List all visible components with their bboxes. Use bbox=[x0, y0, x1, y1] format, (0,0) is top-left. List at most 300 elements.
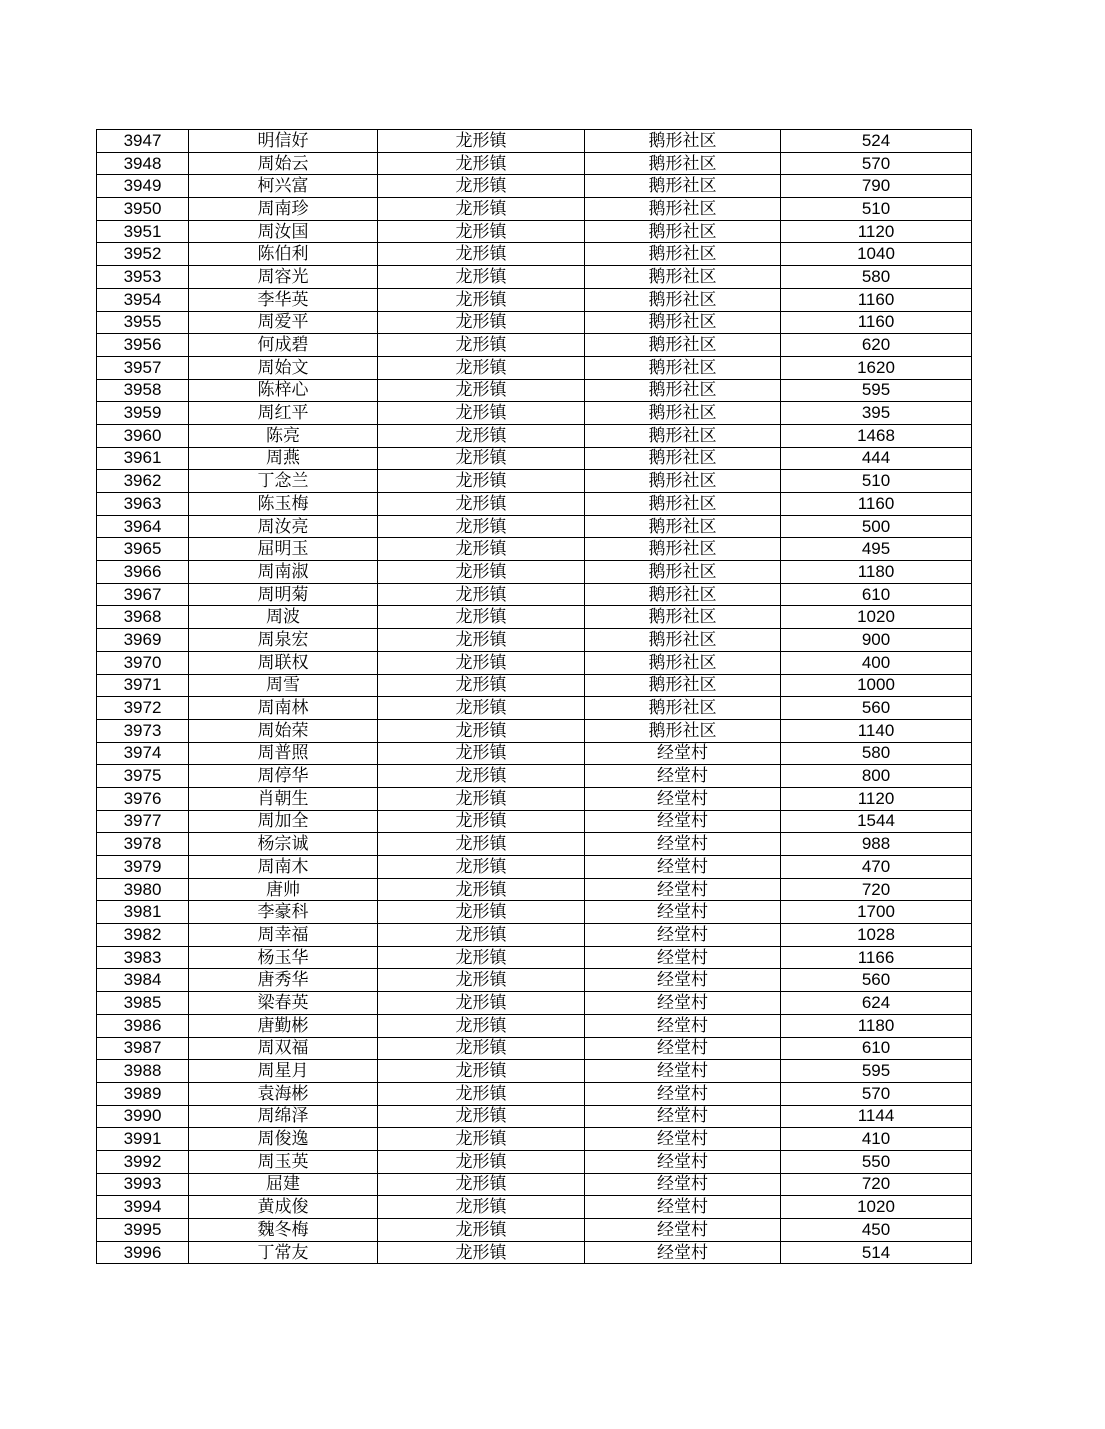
table-row bbox=[97, 674, 972, 697]
cell-index: 3968 bbox=[97, 606, 189, 629]
cell-village: 鹅形社区 bbox=[585, 288, 781, 311]
cell-town: 龙形镇 bbox=[378, 901, 585, 924]
table-body bbox=[97, 130, 972, 1264]
cell-index: 3980 bbox=[97, 878, 189, 901]
table-row bbox=[97, 742, 972, 765]
cell-name: 杨玉华 bbox=[189, 946, 378, 969]
cell-town: 龙形镇 bbox=[378, 220, 585, 243]
cell-amount: 550 bbox=[781, 1150, 972, 1173]
cell-town: 龙形镇 bbox=[378, 493, 585, 516]
cell-index: 3947 bbox=[97, 130, 189, 153]
cell-index: 3966 bbox=[97, 561, 189, 584]
table-row bbox=[97, 946, 972, 969]
cell-town: 龙形镇 bbox=[378, 606, 585, 629]
cell-amount: 1620 bbox=[781, 356, 972, 379]
cell-town: 龙形镇 bbox=[378, 924, 585, 947]
cell-village: 鹅形社区 bbox=[585, 198, 781, 221]
cell-name: 周停华 bbox=[189, 765, 378, 788]
cell-town: 龙形镇 bbox=[378, 152, 585, 175]
cell-amount: 900 bbox=[781, 629, 972, 652]
cell-village: 经堂村 bbox=[585, 1219, 781, 1242]
cell-amount: 720 bbox=[781, 878, 972, 901]
cell-village: 鹅形社区 bbox=[585, 583, 781, 606]
cell-village: 经堂村 bbox=[585, 1196, 781, 1219]
cell-town: 龙形镇 bbox=[378, 424, 585, 447]
cell-index: 3984 bbox=[97, 969, 189, 992]
cell-village: 鹅形社区 bbox=[585, 447, 781, 470]
cell-amount: 470 bbox=[781, 856, 972, 879]
cell-amount: 988 bbox=[781, 833, 972, 856]
cell-name: 唐帅 bbox=[189, 878, 378, 901]
table-row bbox=[97, 856, 972, 879]
cell-village: 鹅形社区 bbox=[585, 220, 781, 243]
cell-index: 3958 bbox=[97, 379, 189, 402]
cell-amount: 1180 bbox=[781, 1014, 972, 1037]
table-row bbox=[97, 379, 972, 402]
table-row bbox=[97, 1037, 972, 1060]
table-row bbox=[97, 334, 972, 357]
cell-village: 鹅形社区 bbox=[585, 424, 781, 447]
cell-town: 龙形镇 bbox=[378, 266, 585, 289]
cell-amount: 1040 bbox=[781, 243, 972, 266]
cell-town: 龙形镇 bbox=[378, 311, 585, 334]
cell-village: 经堂村 bbox=[585, 1150, 781, 1173]
cell-village: 鹅形社区 bbox=[585, 470, 781, 493]
table-row bbox=[97, 924, 972, 947]
cell-town: 龙形镇 bbox=[378, 538, 585, 561]
cell-village: 鹅形社区 bbox=[585, 379, 781, 402]
cell-amount: 1160 bbox=[781, 311, 972, 334]
cell-town: 龙形镇 bbox=[378, 379, 585, 402]
cell-name: 周南木 bbox=[189, 856, 378, 879]
cell-index: 3957 bbox=[97, 356, 189, 379]
cell-amount: 580 bbox=[781, 266, 972, 289]
cell-amount: 720 bbox=[781, 1173, 972, 1196]
cell-name: 明信好 bbox=[189, 130, 378, 153]
cell-index: 3987 bbox=[97, 1037, 189, 1060]
cell-amount: 580 bbox=[781, 742, 972, 765]
cell-town: 龙形镇 bbox=[378, 833, 585, 856]
table-row bbox=[97, 243, 972, 266]
cell-town: 龙形镇 bbox=[378, 1219, 585, 1242]
table-row bbox=[97, 833, 972, 856]
cell-index: 3964 bbox=[97, 515, 189, 538]
table-row bbox=[97, 583, 972, 606]
cell-index: 3959 bbox=[97, 402, 189, 425]
cell-name: 陈亮 bbox=[189, 424, 378, 447]
cell-index: 3960 bbox=[97, 424, 189, 447]
cell-index: 3988 bbox=[97, 1060, 189, 1083]
cell-amount: 1144 bbox=[781, 1105, 972, 1128]
cell-name: 周汝国 bbox=[189, 220, 378, 243]
cell-name: 周玉英 bbox=[189, 1150, 378, 1173]
table-row bbox=[97, 561, 972, 584]
cell-village: 经堂村 bbox=[585, 924, 781, 947]
cell-index: 3991 bbox=[97, 1128, 189, 1151]
cell-amount: 1028 bbox=[781, 924, 972, 947]
cell-amount: 610 bbox=[781, 1037, 972, 1060]
cell-name: 周普照 bbox=[189, 742, 378, 765]
table-row bbox=[97, 130, 972, 153]
cell-index: 3971 bbox=[97, 674, 189, 697]
cell-amount: 444 bbox=[781, 447, 972, 470]
cell-village: 经堂村 bbox=[585, 856, 781, 879]
cell-village: 经堂村 bbox=[585, 833, 781, 856]
cell-town: 龙形镇 bbox=[378, 130, 585, 153]
cell-village: 经堂村 bbox=[585, 992, 781, 1015]
table-row bbox=[97, 697, 972, 720]
cell-town: 龙形镇 bbox=[378, 1173, 585, 1196]
cell-village: 鹅形社区 bbox=[585, 175, 781, 198]
table-row bbox=[97, 651, 972, 674]
table-row bbox=[97, 266, 972, 289]
cell-amount: 800 bbox=[781, 765, 972, 788]
data-table bbox=[96, 129, 972, 1264]
cell-town: 龙形镇 bbox=[378, 992, 585, 1015]
cell-name: 周波 bbox=[189, 606, 378, 629]
cell-name: 周加全 bbox=[189, 810, 378, 833]
cell-index: 3955 bbox=[97, 311, 189, 334]
cell-amount: 610 bbox=[781, 583, 972, 606]
cell-amount: 524 bbox=[781, 130, 972, 153]
cell-town: 龙形镇 bbox=[378, 243, 585, 266]
cell-index: 3982 bbox=[97, 924, 189, 947]
cell-amount: 1000 bbox=[781, 674, 972, 697]
table-row bbox=[97, 515, 972, 538]
table-row bbox=[97, 1173, 972, 1196]
cell-index: 3990 bbox=[97, 1105, 189, 1128]
cell-name: 周爱平 bbox=[189, 311, 378, 334]
table-row bbox=[97, 719, 972, 742]
cell-village: 鹅形社区 bbox=[585, 152, 781, 175]
cell-name: 周汝亮 bbox=[189, 515, 378, 538]
cell-name: 屈建 bbox=[189, 1173, 378, 1196]
cell-name: 李华英 bbox=[189, 288, 378, 311]
cell-amount: 1120 bbox=[781, 220, 972, 243]
cell-name: 丁念兰 bbox=[189, 470, 378, 493]
cell-town: 龙形镇 bbox=[378, 878, 585, 901]
table-row bbox=[97, 288, 972, 311]
cell-town: 龙形镇 bbox=[378, 1082, 585, 1105]
cell-amount: 495 bbox=[781, 538, 972, 561]
table-row bbox=[97, 311, 972, 334]
cell-town: 龙形镇 bbox=[378, 719, 585, 742]
cell-name: 何成碧 bbox=[189, 334, 378, 357]
cell-town: 龙形镇 bbox=[378, 356, 585, 379]
cell-amount: 560 bbox=[781, 697, 972, 720]
cell-town: 龙形镇 bbox=[378, 946, 585, 969]
table-row bbox=[97, 629, 972, 652]
cell-name: 周红平 bbox=[189, 402, 378, 425]
cell-name: 周雪 bbox=[189, 674, 378, 697]
cell-village: 鹅形社区 bbox=[585, 719, 781, 742]
cell-name: 周双福 bbox=[189, 1037, 378, 1060]
cell-index: 3974 bbox=[97, 742, 189, 765]
table-row bbox=[97, 901, 972, 924]
table-row bbox=[97, 1219, 972, 1242]
cell-village: 鹅形社区 bbox=[585, 538, 781, 561]
cell-village: 鹅形社区 bbox=[585, 561, 781, 584]
cell-village: 经堂村 bbox=[585, 1037, 781, 1060]
cell-amount: 560 bbox=[781, 969, 972, 992]
cell-amount: 510 bbox=[781, 198, 972, 221]
table-row bbox=[97, 1128, 972, 1151]
table-row bbox=[97, 402, 972, 425]
cell-amount: 1160 bbox=[781, 493, 972, 516]
cell-town: 龙形镇 bbox=[378, 288, 585, 311]
cell-index: 3996 bbox=[97, 1241, 189, 1264]
cell-index: 3983 bbox=[97, 946, 189, 969]
cell-name: 魏冬梅 bbox=[189, 1219, 378, 1242]
cell-name: 丁常友 bbox=[189, 1241, 378, 1264]
cell-village: 经堂村 bbox=[585, 1128, 781, 1151]
table-row bbox=[97, 447, 972, 470]
cell-name: 周南珍 bbox=[189, 198, 378, 221]
cell-town: 龙形镇 bbox=[378, 1037, 585, 1060]
cell-village: 鹅形社区 bbox=[585, 311, 781, 334]
cell-name: 周南淑 bbox=[189, 561, 378, 584]
table-row bbox=[97, 810, 972, 833]
cell-town: 龙形镇 bbox=[378, 402, 585, 425]
cell-index: 3970 bbox=[97, 651, 189, 674]
table-row bbox=[97, 152, 972, 175]
cell-town: 龙形镇 bbox=[378, 742, 585, 765]
cell-amount: 624 bbox=[781, 992, 972, 1015]
cell-town: 龙形镇 bbox=[378, 470, 585, 493]
cell-amount: 595 bbox=[781, 1060, 972, 1083]
cell-amount: 510 bbox=[781, 470, 972, 493]
cell-village: 鹅形社区 bbox=[585, 130, 781, 153]
cell-index: 3989 bbox=[97, 1082, 189, 1105]
cell-town: 龙形镇 bbox=[378, 1150, 585, 1173]
cell-town: 龙形镇 bbox=[378, 1241, 585, 1264]
cell-amount: 1020 bbox=[781, 1196, 972, 1219]
cell-amount: 570 bbox=[781, 1082, 972, 1105]
cell-index: 3956 bbox=[97, 334, 189, 357]
cell-name: 周南林 bbox=[189, 697, 378, 720]
cell-index: 3975 bbox=[97, 765, 189, 788]
cell-town: 龙形镇 bbox=[378, 969, 585, 992]
cell-name: 陈梓心 bbox=[189, 379, 378, 402]
cell-index: 3986 bbox=[97, 1014, 189, 1037]
cell-village: 鹅形社区 bbox=[585, 606, 781, 629]
cell-name: 肖朝生 bbox=[189, 787, 378, 810]
cell-village: 经堂村 bbox=[585, 1241, 781, 1264]
cell-town: 龙形镇 bbox=[378, 1014, 585, 1037]
table-row bbox=[97, 606, 972, 629]
cell-village: 经堂村 bbox=[585, 878, 781, 901]
cell-town: 龙形镇 bbox=[378, 1196, 585, 1219]
cell-name: 陈伯利 bbox=[189, 243, 378, 266]
cell-village: 鹅形社区 bbox=[585, 266, 781, 289]
table-row bbox=[97, 969, 972, 992]
cell-town: 龙形镇 bbox=[378, 1060, 585, 1083]
cell-village: 经堂村 bbox=[585, 1060, 781, 1083]
cell-village: 经堂村 bbox=[585, 969, 781, 992]
cell-town: 龙形镇 bbox=[378, 334, 585, 357]
cell-village: 经堂村 bbox=[585, 1014, 781, 1037]
cell-town: 龙形镇 bbox=[378, 561, 585, 584]
cell-name: 袁海彬 bbox=[189, 1082, 378, 1105]
cell-amount: 450 bbox=[781, 1219, 972, 1242]
table-row bbox=[97, 175, 972, 198]
cell-name: 周俊逸 bbox=[189, 1128, 378, 1151]
cell-name: 周泉宏 bbox=[189, 629, 378, 652]
cell-amount: 410 bbox=[781, 1128, 972, 1151]
table-row bbox=[97, 1150, 972, 1173]
cell-index: 3976 bbox=[97, 787, 189, 810]
cell-village: 经堂村 bbox=[585, 787, 781, 810]
cell-town: 龙形镇 bbox=[378, 1105, 585, 1128]
cell-amount: 1544 bbox=[781, 810, 972, 833]
cell-index: 3949 bbox=[97, 175, 189, 198]
table-row bbox=[97, 356, 972, 379]
cell-amount: 514 bbox=[781, 1241, 972, 1264]
cell-amount: 570 bbox=[781, 152, 972, 175]
table-row bbox=[97, 878, 972, 901]
cell-town: 龙形镇 bbox=[378, 856, 585, 879]
cell-index: 3950 bbox=[97, 198, 189, 221]
cell-name: 周幸福 bbox=[189, 924, 378, 947]
cell-town: 龙形镇 bbox=[378, 697, 585, 720]
cell-amount: 395 bbox=[781, 402, 972, 425]
cell-index: 3954 bbox=[97, 288, 189, 311]
table-row bbox=[97, 470, 972, 493]
cell-town: 龙形镇 bbox=[378, 787, 585, 810]
cell-name: 周容光 bbox=[189, 266, 378, 289]
cell-village: 鹅形社区 bbox=[585, 334, 781, 357]
cell-town: 龙形镇 bbox=[378, 629, 585, 652]
cell-village: 鹅形社区 bbox=[585, 356, 781, 379]
cell-name: 梁春英 bbox=[189, 992, 378, 1015]
table-row bbox=[97, 198, 972, 221]
cell-name: 周绵泽 bbox=[189, 1105, 378, 1128]
cell-amount: 1180 bbox=[781, 561, 972, 584]
cell-index: 3965 bbox=[97, 538, 189, 561]
table-row bbox=[97, 493, 972, 516]
table-row bbox=[97, 1082, 972, 1105]
table-row bbox=[97, 1105, 972, 1128]
cell-name: 唐勤彬 bbox=[189, 1014, 378, 1037]
cell-index: 3972 bbox=[97, 697, 189, 720]
table-row bbox=[97, 787, 972, 810]
cell-village: 经堂村 bbox=[585, 946, 781, 969]
cell-town: 龙形镇 bbox=[378, 175, 585, 198]
cell-index: 3985 bbox=[97, 992, 189, 1015]
cell-index: 3953 bbox=[97, 266, 189, 289]
cell-town: 龙形镇 bbox=[378, 447, 585, 470]
cell-village: 鹅形社区 bbox=[585, 651, 781, 674]
cell-amount: 500 bbox=[781, 515, 972, 538]
cell-name: 杨宗诚 bbox=[189, 833, 378, 856]
cell-index: 3981 bbox=[97, 901, 189, 924]
cell-amount: 1020 bbox=[781, 606, 972, 629]
cell-amount: 790 bbox=[781, 175, 972, 198]
cell-name: 周联权 bbox=[189, 651, 378, 674]
table-row bbox=[97, 765, 972, 788]
cell-town: 龙形镇 bbox=[378, 515, 585, 538]
table-row bbox=[97, 1060, 972, 1083]
cell-index: 3992 bbox=[97, 1150, 189, 1173]
cell-name: 周明菊 bbox=[189, 583, 378, 606]
cell-index: 3973 bbox=[97, 719, 189, 742]
cell-index: 3993 bbox=[97, 1173, 189, 1196]
cell-index: 3969 bbox=[97, 629, 189, 652]
cell-village: 鹅形社区 bbox=[585, 629, 781, 652]
cell-village: 鹅形社区 bbox=[585, 493, 781, 516]
cell-index: 3952 bbox=[97, 243, 189, 266]
cell-index: 3994 bbox=[97, 1196, 189, 1219]
cell-index: 3978 bbox=[97, 833, 189, 856]
cell-village: 经堂村 bbox=[585, 810, 781, 833]
cell-town: 龙形镇 bbox=[378, 810, 585, 833]
cell-village: 经堂村 bbox=[585, 765, 781, 788]
cell-index: 3951 bbox=[97, 220, 189, 243]
cell-village: 鹅形社区 bbox=[585, 515, 781, 538]
cell-amount: 620 bbox=[781, 334, 972, 357]
table-row bbox=[97, 992, 972, 1015]
cell-name: 屈明玉 bbox=[189, 538, 378, 561]
cell-index: 3961 bbox=[97, 447, 189, 470]
table-row bbox=[97, 1014, 972, 1037]
table-row bbox=[97, 1196, 972, 1219]
cell-index: 3977 bbox=[97, 810, 189, 833]
cell-town: 龙形镇 bbox=[378, 1128, 585, 1151]
cell-name: 周燕 bbox=[189, 447, 378, 470]
cell-village: 鹅形社区 bbox=[585, 697, 781, 720]
cell-name: 黄成俊 bbox=[189, 1196, 378, 1219]
cell-name: 陈玉梅 bbox=[189, 493, 378, 516]
cell-amount: 595 bbox=[781, 379, 972, 402]
cell-name: 周始云 bbox=[189, 152, 378, 175]
cell-village: 鹅形社区 bbox=[585, 402, 781, 425]
cell-amount: 1120 bbox=[781, 787, 972, 810]
cell-village: 经堂村 bbox=[585, 1105, 781, 1128]
table-row bbox=[97, 220, 972, 243]
cell-amount: 1468 bbox=[781, 424, 972, 447]
cell-village: 经堂村 bbox=[585, 1173, 781, 1196]
cell-village: 鹅形社区 bbox=[585, 674, 781, 697]
cell-town: 龙形镇 bbox=[378, 674, 585, 697]
cell-village: 经堂村 bbox=[585, 901, 781, 924]
cell-index: 3979 bbox=[97, 856, 189, 879]
cell-town: 龙形镇 bbox=[378, 583, 585, 606]
cell-name: 周始荣 bbox=[189, 719, 378, 742]
cell-index: 3963 bbox=[97, 493, 189, 516]
cell-amount: 400 bbox=[781, 651, 972, 674]
cell-index: 3967 bbox=[97, 583, 189, 606]
table-row bbox=[97, 1241, 972, 1264]
cell-village: 经堂村 bbox=[585, 1082, 781, 1105]
cell-index: 3948 bbox=[97, 152, 189, 175]
cell-name: 柯兴富 bbox=[189, 175, 378, 198]
cell-index: 3995 bbox=[97, 1219, 189, 1242]
cell-name: 周星月 bbox=[189, 1060, 378, 1083]
cell-index: 3962 bbox=[97, 470, 189, 493]
cell-name: 周始文 bbox=[189, 356, 378, 379]
table-row bbox=[97, 538, 972, 561]
cell-amount: 1140 bbox=[781, 719, 972, 742]
cell-village: 经堂村 bbox=[585, 742, 781, 765]
cell-amount: 1160 bbox=[781, 288, 972, 311]
cell-name: 唐秀华 bbox=[189, 969, 378, 992]
cell-village: 鹅形社区 bbox=[585, 243, 781, 266]
cell-amount: 1700 bbox=[781, 901, 972, 924]
cell-amount: 1166 bbox=[781, 946, 972, 969]
cell-name: 李豪科 bbox=[189, 901, 378, 924]
cell-town: 龙形镇 bbox=[378, 198, 585, 221]
cell-town: 龙形镇 bbox=[378, 651, 585, 674]
